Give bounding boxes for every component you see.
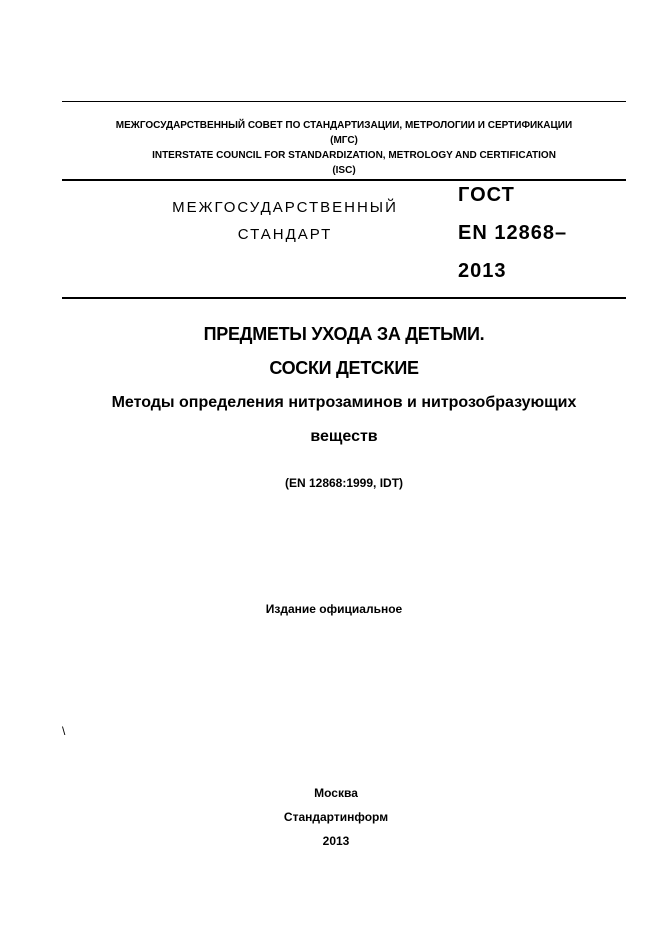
footer-publisher: Стандартинформ [283, 810, 389, 824]
publication-footer [62, 781, 610, 853]
standard-label [140, 194, 430, 248]
council-block [62, 118, 626, 178]
standard-reference: (EN 12868:1999, IDT) [284, 476, 404, 490]
title-line1: ПРЕДМЕТЫ УХОДА ЗА ДЕТЬМИ. [203, 324, 485, 344]
top-rule [62, 101, 626, 102]
standard-code-line3: 2013 [458, 260, 507, 282]
footer-city: Москва [314, 786, 358, 800]
title-line2: СОСКИ ДЕТСКИЕ [269, 358, 419, 378]
standard-label-line1: МЕЖГОСУДАРСТВЕННЫЙ [172, 199, 398, 216]
document-title [62, 317, 626, 453]
council-name-en: INTERSTATE COUNCIL FOR STANDARDIZATION, METROLOGY AND CERTIFICATION [152, 150, 556, 161]
subtitle-line1: Методы определения нитрозаминов и нитрозобразующих [111, 394, 577, 411]
council-abbr-en: (ISC) [332, 165, 356, 176]
subtitle-line2: веществ [310, 428, 378, 445]
standard-label-line2: СТАНДАРТ [237, 226, 333, 243]
council-name-ru: МЕЖГОСУДАРСТВЕННЫЙ СОВЕТ ПО СТАНДАРТИЗАЦИИ, МЕТРОЛОГИИ И СЕРТИФИКАЦИИ [115, 120, 573, 131]
stray-mark: \ [62, 724, 66, 738]
header-rule [62, 297, 626, 299]
standard-code-line1: ГОСТ [458, 184, 515, 206]
edition-label: Издание официальное [265, 602, 403, 616]
footer-year: 2013 [322, 834, 350, 848]
council-abbr-ru: (МГС) [330, 135, 358, 146]
standard-code-line2: EN 12868– [458, 222, 568, 244]
standard-code [458, 176, 628, 290]
